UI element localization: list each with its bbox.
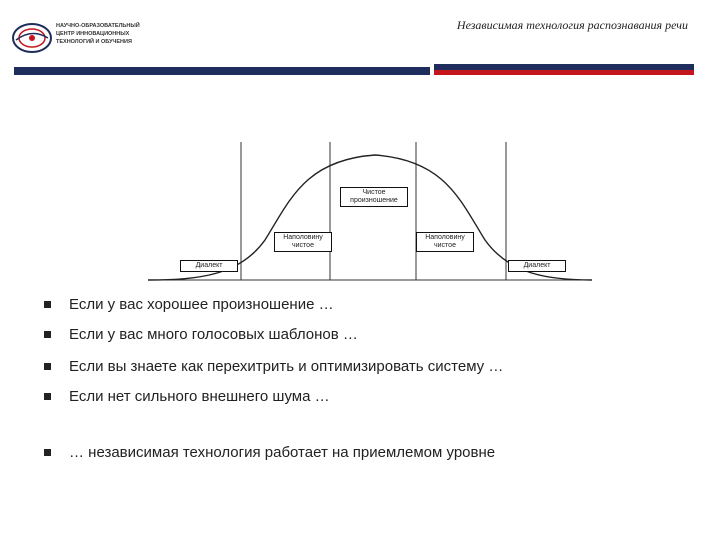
label-dialect-right: Диалект bbox=[508, 260, 566, 272]
logo-line: ЦЕНТР ИННОВАЦИОННЫХ bbox=[56, 31, 130, 37]
bullet-text: Если у вас много голосовых шаблонов … bbox=[69, 325, 358, 343]
slide-header-title: Независимая технология распознавания речи bbox=[456, 18, 688, 32]
bullet-item bbox=[44, 440, 684, 464]
bullet-marker bbox=[44, 449, 51, 456]
bullet-marker bbox=[44, 363, 51, 370]
logo-line: ТЕХНОЛОГИЙ И ОБУЧЕНИЯ bbox=[56, 39, 132, 45]
bullet-text: Если у вас хорошее произношение … bbox=[69, 295, 334, 313]
bullet-item bbox=[44, 384, 684, 408]
pronunciation-distribution-diagram bbox=[130, 140, 600, 290]
logo-text bbox=[56, 22, 146, 46]
header-rule-left bbox=[14, 67, 430, 75]
bullet-marker bbox=[44, 331, 51, 338]
bullet-item bbox=[44, 292, 684, 316]
header-rule-right-red bbox=[434, 70, 694, 75]
bullet-marker bbox=[44, 393, 51, 400]
bullet-item bbox=[44, 322, 684, 346]
bullet-item bbox=[44, 354, 684, 378]
label-half-clean-left: Наполовину чистое bbox=[274, 232, 332, 252]
bullet-text: … независимая технология работает на приемлемом уровне bbox=[69, 443, 496, 461]
label-half-clean-right: Наполовину чистое bbox=[416, 232, 474, 252]
bullet-marker bbox=[44, 301, 51, 308]
bullet-text: Если нет сильного внешнего шума … bbox=[69, 387, 330, 405]
logo-emblem-icon bbox=[10, 18, 54, 58]
label-dialect-left: Диалект bbox=[180, 260, 238, 272]
logo-line: НАУЧНО-ОБРАЗОВАТЕЛЬНЫЙ bbox=[56, 23, 140, 29]
bullet-text: Если вы знаете как перехитрить и оптимизировать систему … bbox=[69, 357, 504, 375]
label-clean-pronunciation: Чистое произношение bbox=[340, 187, 408, 207]
